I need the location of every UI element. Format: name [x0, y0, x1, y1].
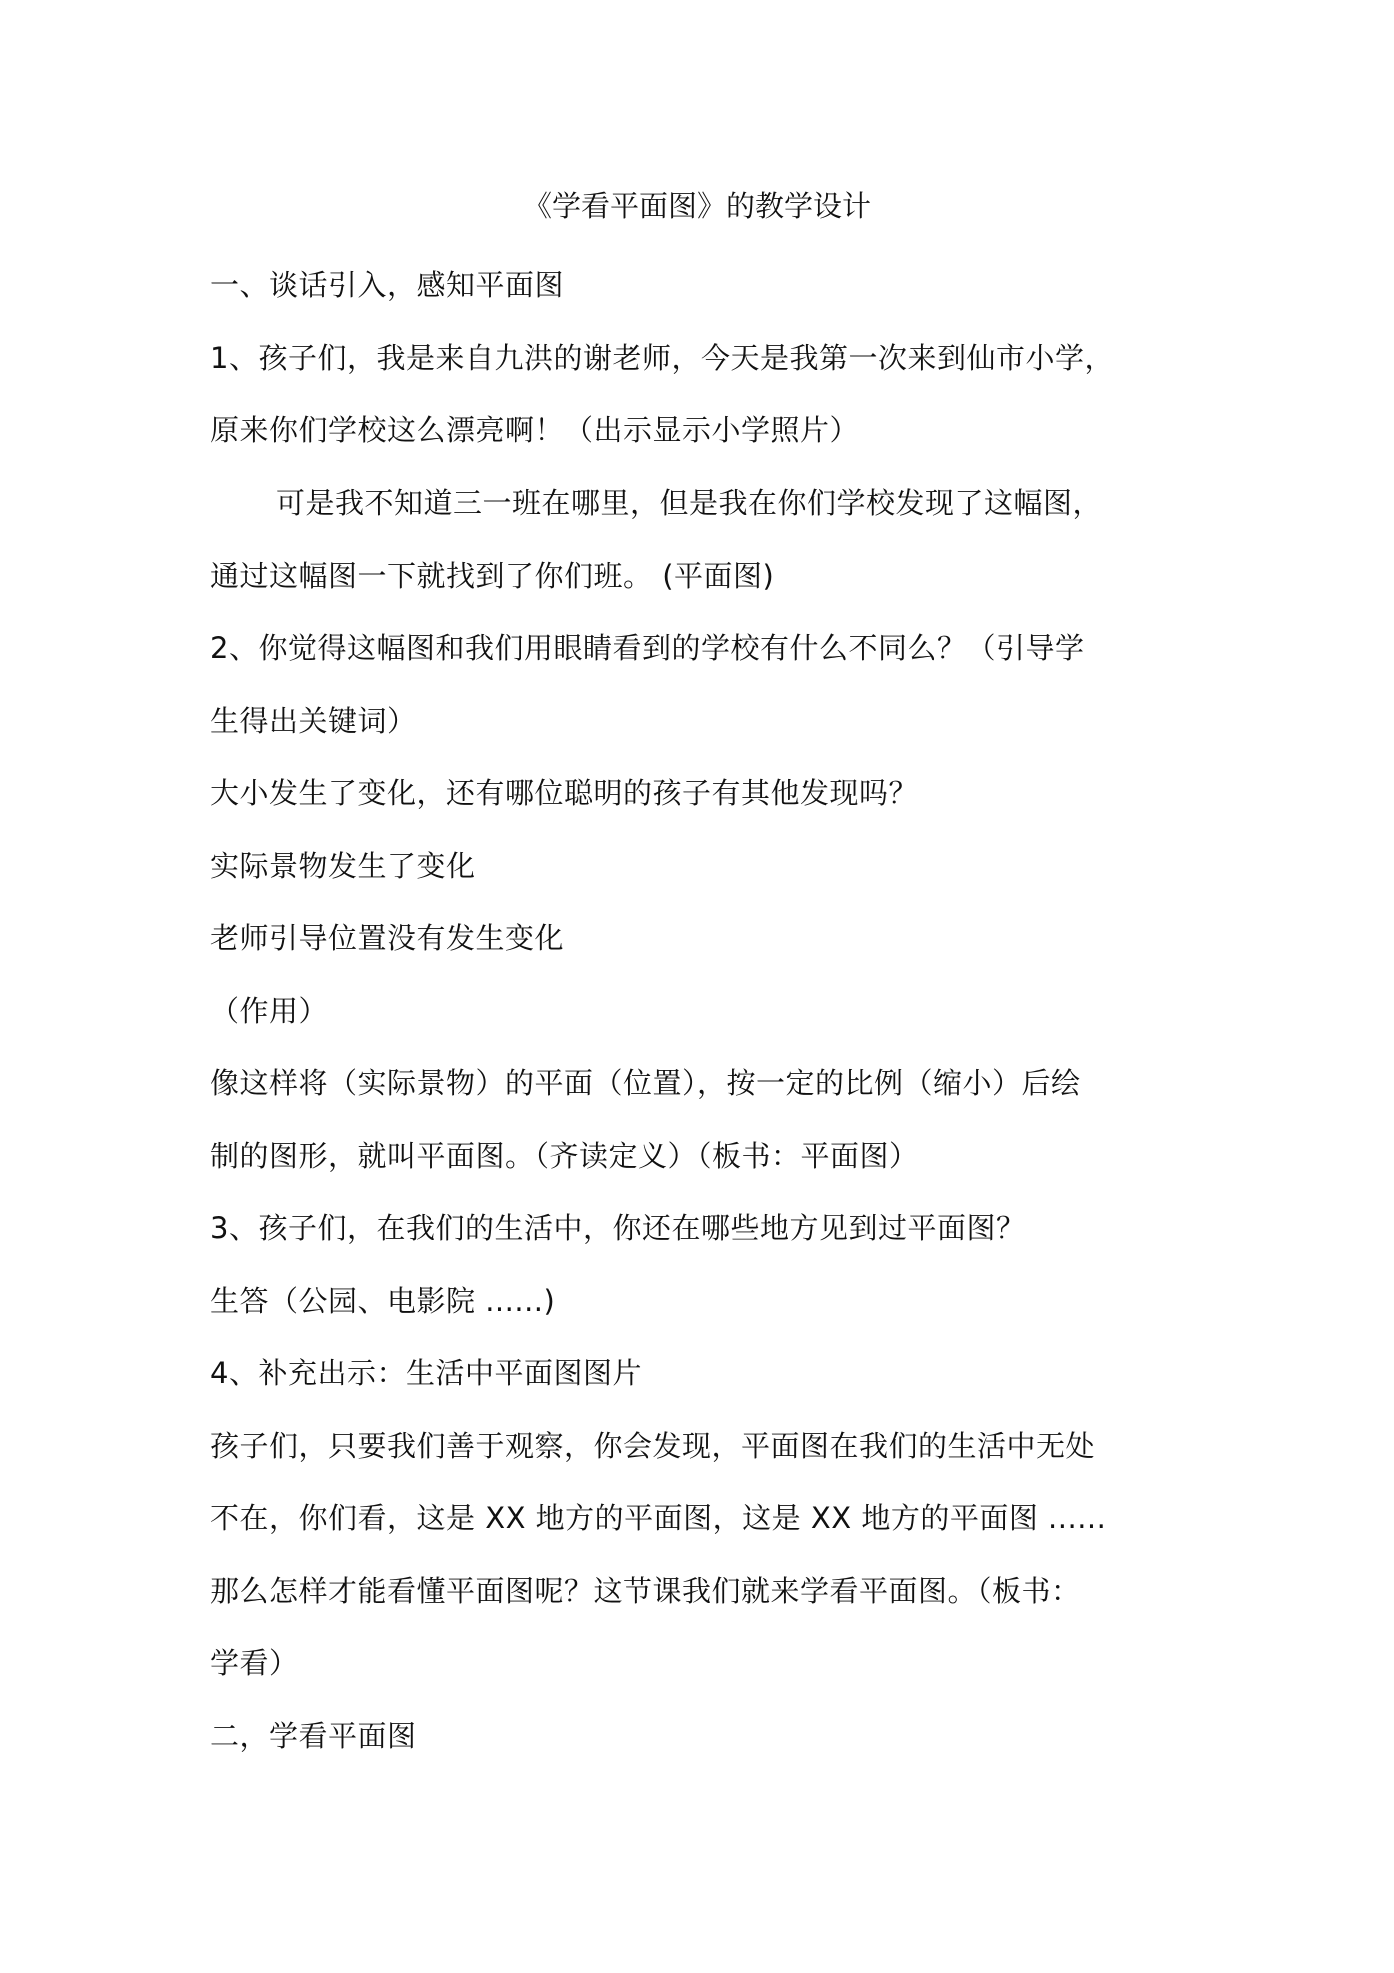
paragraph-line: 老师引导位置没有发生变化: [210, 921, 565, 955]
paragraph-line: （作用）: [210, 994, 329, 1028]
paragraph-line: 大小发生了变化，还有哪位聪明的孩子有其他发现吗？: [210, 776, 919, 810]
paragraph-line: 制的图形，就叫平面图。（齐读定义）（板书：平面图）: [210, 1139, 919, 1173]
paragraph-line: 2、你觉得这幅图和我们用眼睛看到的学校有什么不同么？（引导学: [210, 631, 1085, 665]
paragraph-line: 3、孩子们，在我们的生活中，你还在哪些地方见到过平面图？: [210, 1211, 1026, 1245]
paragraph-line: 学看）: [210, 1646, 299, 1680]
paragraph-line: 实际景物发生了变化: [210, 849, 476, 883]
paragraph-line: 不在，你们看，这是 XX 地方的平面图，这是 XX 地方的平面图 ......: [210, 1501, 1107, 1535]
paragraph-line: 通过这幅图一下就找到了你们班。 (平面图): [210, 559, 775, 593]
paragraph-line: 4、补充出示：生活中平面图图片: [210, 1356, 642, 1390]
paragraph-line: 生得出关键词）: [210, 704, 417, 738]
paragraph-line: 可是我不知道三一班在哪里，但是我在你们学校发现了这幅图，: [276, 486, 1103, 520]
paragraph-line: 像这样将（实际景物）的平面（位置），按一定的比例（缩小）后绘: [210, 1066, 1081, 1100]
paragraph-line: 1、孩子们，我是来自九洪的谢老师，今天是我第一次来到仙市小学，: [210, 341, 1114, 375]
document-title: 《学看平面图》的教学设计: [522, 189, 871, 223]
paragraph-line: 原来你们学校这么漂亮啊！（出示显示小学照片）: [210, 413, 860, 447]
paragraph-line: 孩子们，只要我们善于观察，你会发现，平面图在我们的生活中无处: [210, 1429, 1096, 1463]
section-heading-1: 一、谈话引入，感知平面图: [210, 268, 565, 302]
section-heading-2: 二，学看平面图: [210, 1719, 417, 1753]
paragraph-line: 那么怎样才能看懂平面图呢？这节课我们就来学看平面图。（板书：: [210, 1574, 1081, 1608]
paragraph-line: 生答（公园、电影院 ......): [210, 1284, 556, 1318]
